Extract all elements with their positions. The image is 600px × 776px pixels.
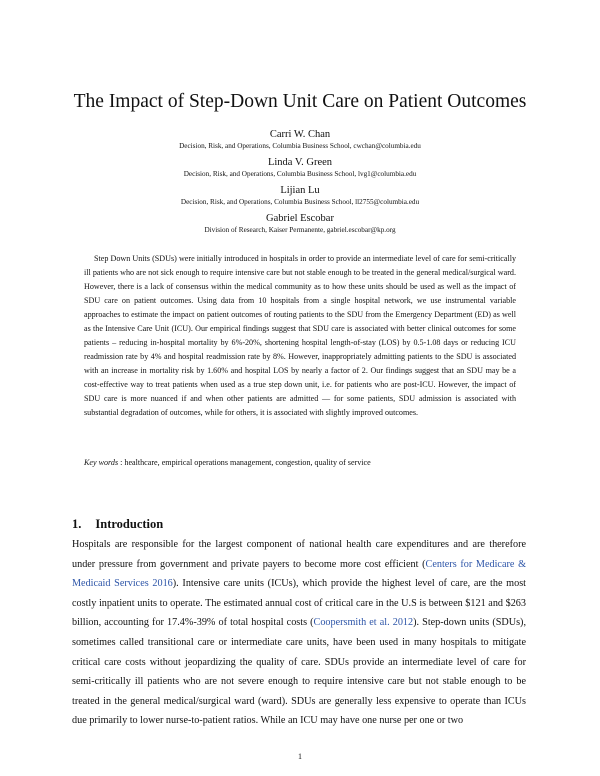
author-entry [80, 212, 520, 236]
section-heading [72, 517, 163, 532]
author-block [80, 128, 520, 240]
citation-link[interactable]: Coopersmith et al. 2012 [313, 617, 414, 629]
author-affiliation: Decision, Risk, and Operations, Columbia Business School, cwchan@columbia.edu [179, 142, 421, 150]
author-entry [80, 156, 520, 180]
author-name: Lijian Lu [280, 185, 320, 196]
abstract-text: Step Down Units (SDUs) were initially introduced in hospitals in order to provide an intermediate level of care for semi-critically ill patients who are not sick enough to require intensive care but not stable enough to be treated in the general medical/surgical ward. However, there is a lack of consensus within the medical community as to how these units should be used as well as the impact of SDU care on patient outcomes. Using data from 10 hospitals from a single hospital network, we use instrumental variable approaches to estimate the impact on patient outcomes of routing patients to the SDU from the Emergency Department (ED) as well as the Intensive Care Unit (ICU). Our empirical findings suggest that SDU care is associated with better clinical outcomes for some patients – reducing in-hospital mortality by 6%-20%, shortening hospital length-of-stay (LOS) by 0.5-1.08 days or reducing ICU readmission rate by 4% and hospital readmission rate by 8%. However, inappropriately admitting patients to the SDU is associated with an increase in mortality risk by 1.60% and hospital LOS by nearly a factor of 2. Our findings suggest that an SDU may be a cost-effective way to treat patients when used as a true step down unit, i.e. for patients who are post-ICU. However, the impact of SDU care is more nuanced if and when other patients are admitted — for some patients, SDU admission is associated with substantial degradation of outcomes, while for others, it is associated with slightly improved outcomes. [84, 254, 516, 417]
intro-text: ). Step-down units (SDUs), sometimes called transitional care or intermediate care units, have been used in many hospitals to mitigate critical care costs without jeopardizing the quality of care. SDUs provide an intermediate level of care for semi-critically ill patients who are not severe enough to require intensive care but not stable enough to be treated in the general medical/surgical ward (ward). SDUs are generally less expensive to operate than ICUs due primarily to lower nurse-to-patient ratios. While an ICU may have one nurse per one or two [72, 617, 527, 727]
author-affiliation: Decision, Risk, and Operations, Columbia Business School, lvg1@columbia.edu [183, 170, 417, 178]
author-name: Carri W. Chan [269, 129, 331, 140]
keywords-text: healthcare, empirical operations management, congestion, quality of service [124, 458, 371, 467]
abstract [84, 252, 516, 420]
citation-link[interactable]: Centers for Medicare & Medicaid Services 2016 [72, 558, 526, 590]
section-title: Introduction [95, 517, 164, 531]
section-number: 1. [72, 517, 82, 531]
introduction-body [72, 535, 526, 731]
keywords [84, 457, 516, 469]
author-affiliation: Decision, Risk, and Operations, Columbia Business School, ll2755@columbia.edu [180, 198, 420, 206]
author-entry [80, 184, 520, 208]
author-name: Gabriel Escobar [266, 213, 334, 224]
page-number: 1 [298, 752, 302, 761]
paper-title: The Impact of Step-Down Unit Care on Patient Outcomes [73, 91, 527, 112]
introduction-paragraph [72, 535, 526, 731]
intro-text: Hospitals are responsible for the largest component of national health care expenditures and are therefore under pressure from government and private payers to become more cost efficient ( [72, 539, 526, 570]
author-name: Linda V. Green [267, 157, 333, 168]
keywords-separator: : [118, 458, 125, 467]
intro-text: ). Intensive care units (ICUs), which provide the highest level of care, are the most costly inpatient units to operate. The estimated annual cost of critical care in the U.S is between $121 and $263 billion, accounting for 17.4%-39% of total hospital costs ( [72, 578, 526, 629]
author-entry [80, 128, 520, 152]
keywords-label: Key words [84, 458, 119, 467]
author-affiliation: Division of Research, Kaiser Permanente, gabriel.escobar@kp.org [204, 226, 396, 234]
